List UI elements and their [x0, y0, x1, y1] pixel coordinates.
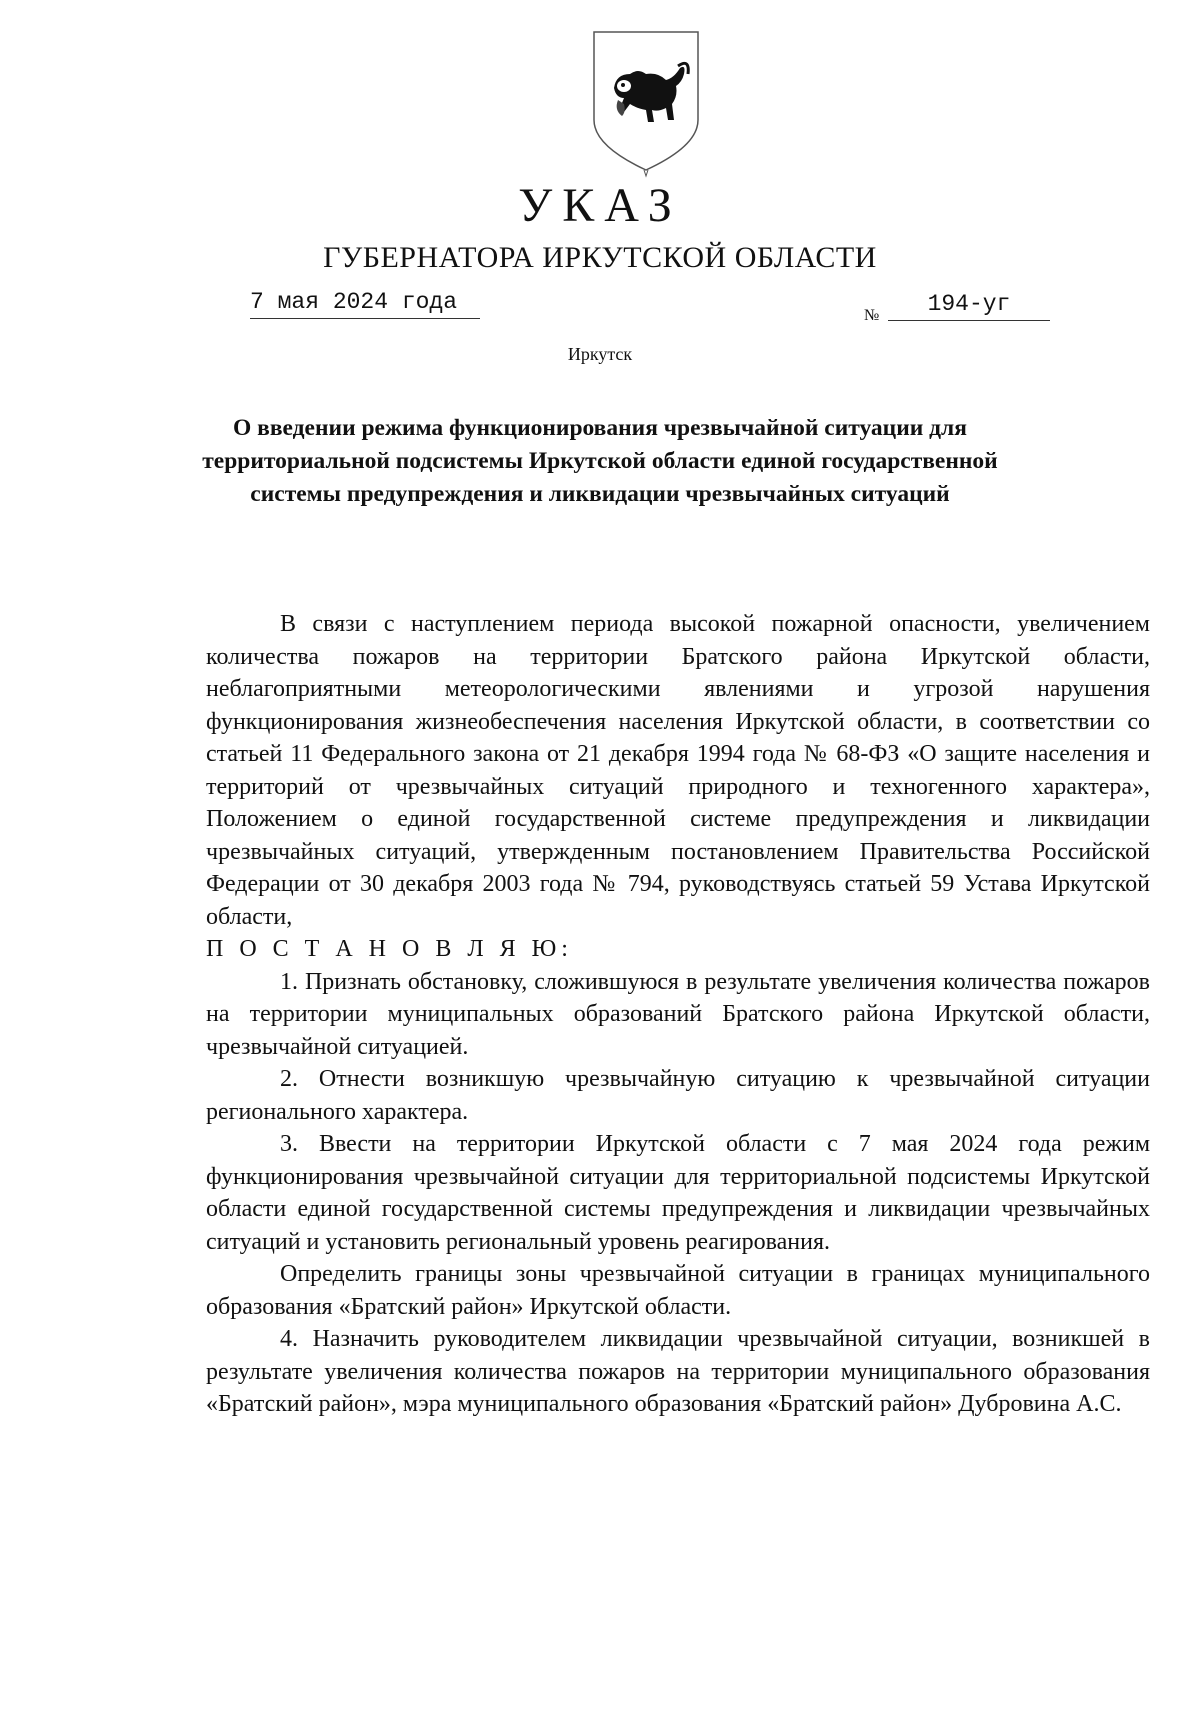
decree-body [206, 608, 1150, 1421]
decree-word: П О С Т А Н О В Л Я Ю: [206, 936, 573, 962]
decree-number: 194-уг [888, 290, 1050, 321]
clause-1: 1. Признать обстановку, сложившуюся в результате увеличения количества пожаров на территории муниципальных образований Братского района Иркутской области, чрезвычайной ситуацией. [206, 968, 1150, 1060]
decree-date: 7 мая 2024 года [250, 288, 480, 319]
clause-2: 2. Отнести возникшую чрезвычайную ситуацию к чрезвычайной ситуации регионального характера. [206, 1066, 1150, 1125]
coat-of-arms-icon [586, 28, 706, 178]
decree-heading: О введении режима функционирования чрезвычайной ситуации для территориальной подсистемы Иркутской области единой государственной системы предупреждения и ликвидации чрезвычайных ситуаций [202, 415, 998, 507]
city-name: Иркутск [567, 344, 633, 364]
document-title: УКАЗ [518, 179, 682, 232]
number-label: № [864, 307, 880, 324]
document-subtitle: ГУБЕРНАТОРА ИРКУТСКОЙ ОБЛАСТИ [323, 241, 877, 274]
clause-4: 4. Назначить руководителем ликвидации чрезвычайной ситуации, возникшей в результате увеличения количества пожаров на территории муниципального образования «Братский район», мэра муниципального образования «Братский район» Дубровина А.С. [206, 1326, 1150, 1417]
clause-3: 3. Ввести на территории Иркутской области с 7 мая 2024 года режим функционирования чрезвычайной ситуации для территориальной подсистемы Иркутской области единой государственной системы предупреждения и ликвидации чрезвычайных ситуаций и установить региональный уровень реагирования. [206, 1131, 1150, 1255]
preamble-paragraph: В связи с наступлением периода высокой пожарной опасности, увеличением количества пожаров на территории Братского района Иркутской области, неблагоприятными метеорологическими явлениями и угрозой нарушения функционирования жизнеобеспечения населения Иркутской области, в соответствии со статьей 11 Федерального закона от 21 декабря 1994 года № 68-ФЗ «О защите населения и территорий от чрезвычайных ситуаций природного и техногенного характера», Положением о единой государственной системе предупреждения и ликвидации чрезвычайных ситуаций, утвержденным постановлением Правительства Российской Федерации от 30 декабря 2003 года № 794, руководствуясь статьей 59 Устава Иркутской области, [206, 611, 1150, 930]
clause-3-continuation: Определить границы зоны чрезвычайной ситуации в границах муниципального образования «Братский район» Иркутской области. [206, 1261, 1150, 1320]
